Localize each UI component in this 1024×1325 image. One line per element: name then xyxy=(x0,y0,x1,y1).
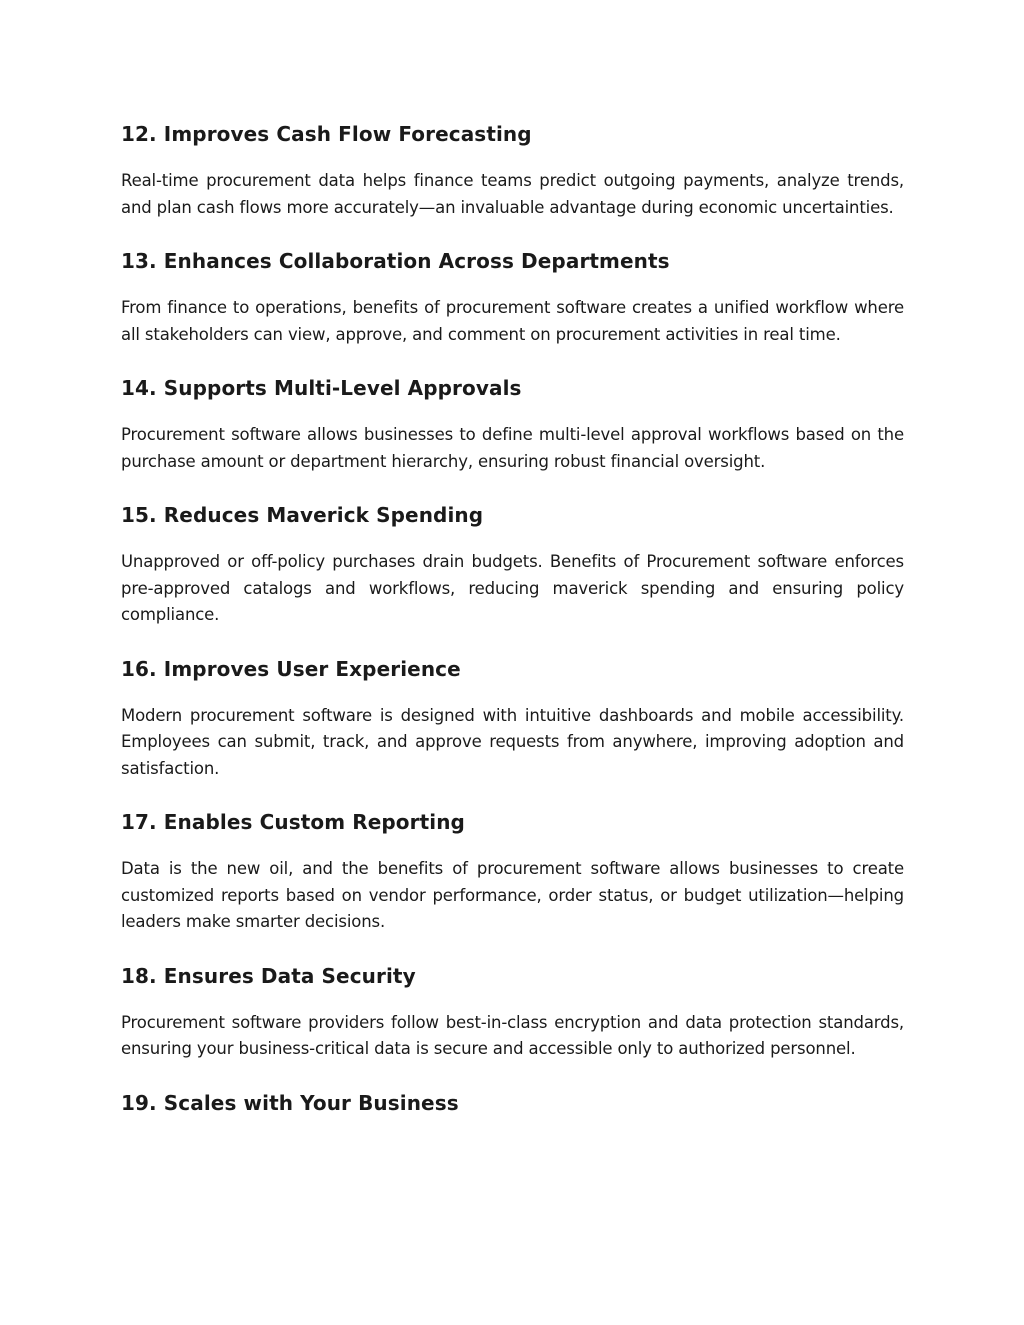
section-heading: 19. Scales with Your Business xyxy=(121,1090,459,1115)
section-paragraph: Real-time procurement data helps finance teams predict outgoing payments, analyze trends, and plan cash flows more accurately—an invaluable advantage during economic uncertainties. xyxy=(121,171,904,217)
section-paragraph: Modern procurement software is designed with intuitive dashboards and mobile accessibility. Employees can submit, track, and approve requests from anywhere, improving adoption and satisfaction. xyxy=(121,705,904,778)
section-paragraph: Data is the new oil, and the benefits of procurement software allows businesses to create customized reports based on vendor performance, order status, or budget utilization—helping leaders make smarter decisions. xyxy=(121,859,904,931)
section-12 xyxy=(121,118,904,221)
section-heading: 16. Improves User Experience xyxy=(121,656,461,681)
section-paragraph: From finance to operations, benefits of procurement software creates a unified workflow where all stakeholders can view, approve, and comment on procurement activities in real time. xyxy=(121,298,904,344)
section-17 xyxy=(121,806,904,936)
section-13 xyxy=(121,245,904,348)
section-18 xyxy=(121,960,904,1063)
section-16 xyxy=(121,653,904,783)
section-15 xyxy=(121,499,904,629)
section-14 xyxy=(121,372,904,475)
section-paragraph: Procurement software allows businesses to define multi-level approval workflows based on the purchase amount or department hierarchy, ensuring robust financial oversight. xyxy=(121,425,904,471)
section-heading: 18. Ensures Data Security xyxy=(121,963,416,988)
section-heading: 15. Reduces Maverick Spending xyxy=(121,503,484,527)
section-heading: 17. Enables Custom Reporting xyxy=(121,810,465,834)
section-19 xyxy=(121,1087,904,1119)
section-paragraph: Unapproved or off-policy purchases drain budgets. Benefits of Procurement software enforces pre-approved catalogs and workflows, reducing maverick spending and ensuring policy compliance. xyxy=(121,552,904,624)
section-heading: 12. Improves Cash Flow Forecasting xyxy=(121,122,532,146)
section-heading: 13. Enhances Collaboration Across Departments xyxy=(121,249,670,273)
document-page xyxy=(121,118,904,1119)
section-heading: 14. Supports Multi-Level Approvals xyxy=(121,376,522,400)
section-paragraph: Procurement software providers follow best-in-class encryption and data protection standards, ensuring your business-critical data is secure and accessible only to authorized personnel. xyxy=(121,1012,904,1058)
